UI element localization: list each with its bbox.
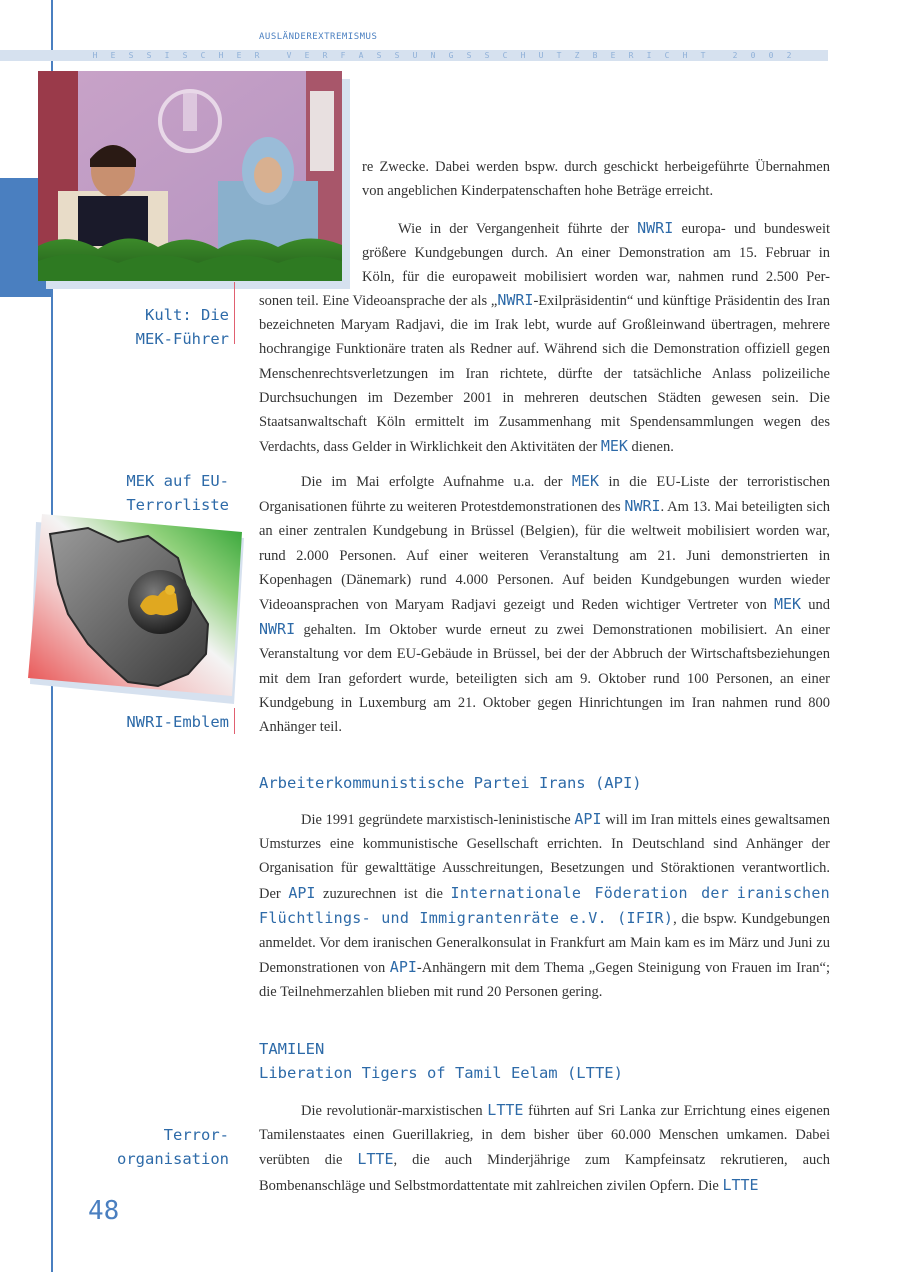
mek-abbr: MEK	[600, 437, 628, 456]
running-header-letter: 2	[786, 51, 792, 60]
paragraph-2-lead	[362, 216, 830, 290]
running-header-letter: F	[340, 51, 346, 60]
nwri-abbr: NWRI	[259, 620, 296, 639]
paragraph-3-text-c: . Am 13. Mai beteiligten sich an einer zentralen Kundgebung in Brüssel (Belgien), für die weltweit mobilisiert worden war, rund 2.000 Personen. Auf einer weiteren Veranstaltung am 21. Juni demonstrierten in Kopenhagen (Dänemark) rund 4.000 Personen. Auf beiden Kundgebungen wurden wieder Videoansprachen von Maryam Radjavi gezeigt und Reden wichtiger Vertreter von	[259, 499, 831, 614]
running-header-letter: H	[682, 51, 688, 60]
nwri-abbr: NWRI	[497, 291, 534, 309]
api-abbr: API	[389, 958, 417, 977]
paragraph-2-text-c: sonen teil. Eine Videoansprache der als „	[259, 293, 498, 309]
paragraph-3-text-a: Die im Mai erfolgte Aufnahme u.a. der	[301, 474, 572, 490]
nwri-abbr: NWRI	[624, 497, 661, 516]
paragraph-4-text-a: Die 1991 gegründete marxistisch-leninistische	[301, 812, 575, 828]
running-header	[86, 50, 798, 61]
running-header-year	[726, 51, 798, 60]
running-header-letter: I	[164, 51, 170, 60]
running-header-letter: Z	[574, 51, 580, 60]
running-header-letter: U	[412, 51, 418, 60]
running-header-letter: 0	[768, 51, 774, 60]
running-header-letter: S	[466, 51, 472, 60]
running-header-word-1	[86, 51, 266, 60]
running-header-letter: E	[236, 51, 242, 60]
running-header-letter: G	[448, 51, 454, 60]
paragraph-4-text-c: zuzurechnen ist die	[315, 885, 451, 902]
paragraph-2-text-b: europa- und bundesweit	[673, 221, 830, 237]
running-header-letter: U	[538, 51, 544, 60]
running-header-letter: S	[128, 51, 134, 60]
paragraph-5	[259, 1098, 830, 1198]
paragraph-3-text-e: gehalten. Im Oktober wurde erneut zu zwei Demonstrationen mobilisiert. An einer Veranstaltung vor dem EU-Gebäude in Brüssel, bei der der Abbruch der Wirtschaftsbeziehungen mit dem Iran gefordert wurde, beteiligten sich am 9. Oktober rund 100 Personen, an einer Kundgebung in Luxemburg am 21. Oktober gegen Hinrichtungen im Iran nahmen rund 800 Anhänger teil.	[259, 622, 830, 736]
running-header-letter: T	[556, 51, 562, 60]
paragraph-2-text-d: -Exilpräsidentin“ und künftige Präsidentin des Iran bezeichneten Maryam Radjavi, die im Irak lebt, wurde auf Großleinwand übertragen, mehrere hochrangige Funktionäre traten als Redner auf. Während sich die Demonstration offiziell gegen Menschenrechtsverletzungen im Iran richtete, dürfte der tatsächliche Anlass polizeiliche Durchsuchungen im Dezember 2001 in mehreren deutschen Städten gewesen sein. Die Staatsanwaltschaft Köln ermittelt im Zusammenhang mit Spendensammlungen wegen des Verdachts, dass Gelder in Wirklichkeit den Aktivitäten der	[259, 293, 831, 456]
running-header-letter: E	[304, 51, 310, 60]
paragraph-3	[259, 469, 830, 739]
paragraph-2-body	[259, 288, 830, 459]
running-header-letter: E	[110, 51, 116, 60]
running-header-letter: E	[610, 51, 616, 60]
running-header-letter: R	[628, 51, 634, 60]
caption-tick-emblem	[234, 708, 235, 734]
sidebar-heading-mek-line-2: Terrorliste	[126, 496, 229, 514]
ltte-abbr: LTTE	[487, 1101, 524, 1119]
running-header-letter: S	[376, 51, 382, 60]
paragraph-2-text-a: Wie in der Vergangenheit führte der	[398, 221, 638, 237]
running-header-letter: S	[182, 51, 188, 60]
running-header-letter: 0	[750, 51, 756, 60]
paragraph-1-line-2: von angeblichen Kinderpatenschaften hohe Beträge erreicht.	[362, 183, 714, 200]
running-header-letter: 2	[732, 51, 738, 60]
section-heading-tamil-line-1: TAMILEN	[259, 1040, 325, 1058]
paragraph-2-line-2: größere Kundgebungen durch. An einer Demonstration am 15. Februar in	[362, 245, 830, 262]
paragraph-1-line-1: re Zwecke. Dabei werden bspw. durch geschickt herbeigeführte Übernahmen	[362, 159, 830, 175]
paragraph-3-text-b: in die EU-Liste der terroristischen Organisationen führte zu weiteren Protestdemonstrationen des	[259, 474, 830, 516]
section-heading-api: Arbeiterkommunistische Partei Irans (API)	[259, 774, 642, 792]
ifir-org-name-2: iranischen Flüchtlings- und Immigrantenräte e.V. (IFIR)	[259, 883, 831, 927]
api-abbr: API	[574, 810, 602, 828]
paragraph-5-text-a: Die revolutionär-marxistischen	[301, 1103, 488, 1119]
caption-tick-photo	[234, 282, 235, 344]
running-header-letter: A	[358, 51, 364, 60]
running-header-letter: H	[520, 51, 526, 60]
ltte-abbr: LTTE	[357, 1150, 394, 1169]
sidebar-heading-terror-line-2: organisation	[117, 1150, 229, 1168]
running-header-letter: C	[664, 51, 670, 60]
running-header-letter: S	[484, 51, 490, 60]
paragraph-4-text-e: -Anhängern mit dem Thema „Gegen Steinigung von Frauen im Iran“; die Teilnehmerzahlen blieben mit rund 20 Personen gering.	[259, 960, 830, 1001]
paragraph-5-text-b: führten auf Sri Lanka zur Errichtung eines eigenen Tamilenstaates einen Guerillakrieg, in dem bisher über 60.000 Menschen umkamen. Dabei verübten die	[259, 1103, 831, 1169]
page-number: 48	[88, 1196, 120, 1226]
running-header-letter: S	[146, 51, 152, 60]
running-header-letter: V	[286, 51, 292, 60]
running-header-letter: R	[322, 51, 328, 60]
paragraph-4-text-b: will im Iran mittels eines gewaltsamen Umsturzes eine kommunistische Gesellschaft errichten. In Deutschland sind Anhänger der Organisation für gewalttätige Ausschreitungen, Besetzungen und Störaktionen verantwortlich. Der	[259, 812, 830, 902]
running-header-letter: H	[92, 51, 98, 60]
running-header-letter: C	[200, 51, 206, 60]
running-header-letter: B	[592, 51, 598, 60]
paragraph-3-text-d: und	[801, 597, 831, 614]
paragraph-2-text-e: dienen.	[627, 439, 674, 456]
nwri-emblem-image	[28, 514, 250, 710]
paragraph-2-line-3: Köln, für die europaweit mobilisiert worden war, nahmen rund 2.500 Per-	[362, 269, 830, 286]
paragraph-2-line-1	[362, 216, 830, 241]
emblem-caption: NWRI-Emblem	[126, 713, 229, 731]
running-header-letter: C	[502, 51, 508, 60]
running-header-letter: S	[394, 51, 400, 60]
paragraph-1	[362, 155, 830, 203]
running-header-letter: R	[254, 51, 260, 60]
mek-leaders-photo	[38, 71, 342, 281]
section-heading-tamil-line-2: Liberation Tigers of Tamil Eelam (LTTE)	[259, 1064, 623, 1082]
paragraph-5-text-c: , die auch Minderjährige zum Kampfeinsatz rekrutieren, auch Bombenanschläge und Selbstmordattentate mit zahlreichen zivilen Opfern. Die	[259, 1152, 830, 1194]
running-header-letter: H	[218, 51, 224, 60]
photo-caption	[136, 303, 229, 351]
nwri-abbr: NWRI	[637, 219, 674, 237]
ifir-org-name-1: Internationale Föderation der	[450, 883, 730, 902]
mek-abbr: MEK	[571, 472, 599, 490]
sidebar-heading-terror-line-1: Terror-	[163, 1126, 229, 1144]
photo-caption-line-1: Kult: Die	[145, 306, 229, 324]
photo-caption-line-2: MEK-Führer	[135, 330, 229, 348]
mek-abbr: MEK	[774, 595, 802, 614]
paragraph-4	[259, 807, 830, 1005]
sidebar-heading-terror	[117, 1123, 229, 1171]
paragraph-4-text-d: , die bspw. Kundgebungen anmeldet. Vor dem iranischen Generalkonsulat in Frankfurt am Main kam es im März und Juni zu Demonstrationen von	[259, 910, 830, 977]
api-abbr: API	[288, 883, 316, 902]
sidebar-heading-mek-line-1: MEK auf EU-	[126, 472, 229, 490]
running-header-letter: N	[430, 51, 436, 60]
section-kicker: AUSLÄNDEREXTREMISMUS	[259, 32, 378, 42]
running-header-letter: I	[646, 51, 652, 60]
running-header-word-2	[280, 51, 712, 60]
sidebar-heading-mek	[126, 469, 229, 517]
ltte-abbr: LTTE	[722, 1175, 759, 1194]
running-header-letter: T	[700, 51, 706, 60]
section-heading-tamil	[259, 1037, 623, 1085]
